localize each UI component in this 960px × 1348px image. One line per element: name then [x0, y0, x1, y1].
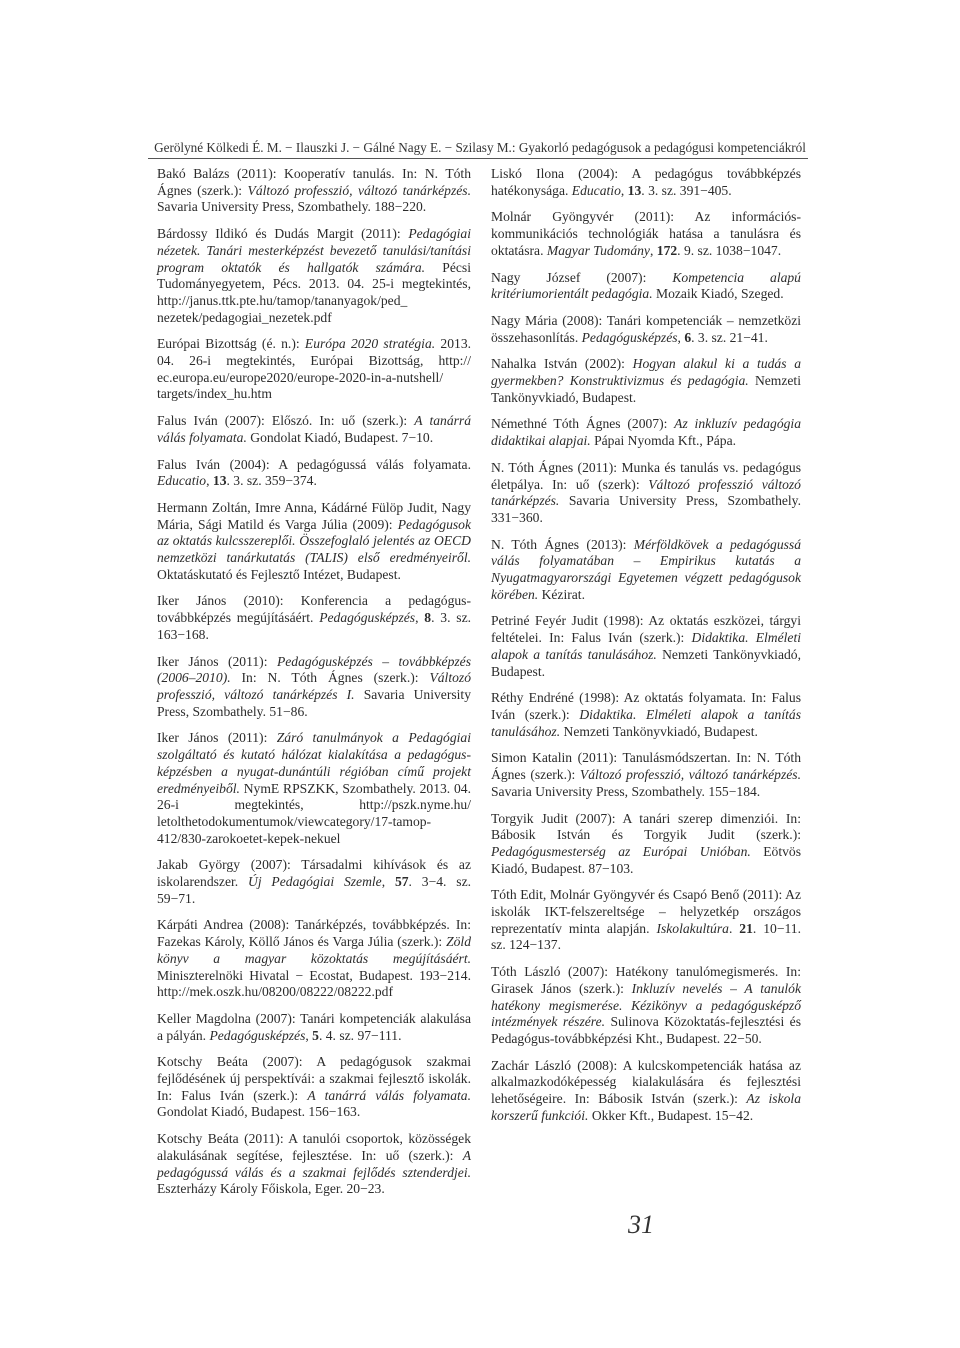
- running-header: Gerölyné Kölkedi É. M. − Ilauszki J. − Gálné Nagy E. − Szilasy M.: Gyakorló pedagógusok a pedagógusi kompetenciákról: [154, 140, 806, 155]
- reference-entry: Simon Katalin (2011): Tanulásmódszertan. In: N. Tóth Ágnes (szerk.): Változó professzió, változó tanárképzés. Savaria University Press, Szombathely. 155−184.: [491, 750, 801, 799]
- reference-entry: Falus Iván (2007): Előszó. In: uő (szerk.): A tanárrá válás folyamata. Gondolat Kiadó, Budapest. 7−10.: [157, 413, 471, 445]
- reference-entry: Réthy Endréné (1998): Az oktatás folyamata. In: Falus Iván (szerk.): Didaktika. Elméleti alapok a tanítás tanulásához. Nemzeti Tankönyvkiadó, Budapest.: [491, 690, 801, 739]
- header-rule: [148, 158, 808, 159]
- reference-entry: Jakab György (2007): Társadalmi kihívások és az iskolarendszer. Új Pedagógiai Szemle, 57. 3−4. sz. 59−71.: [157, 857, 472, 906]
- reference-entry: Nagy Mária (2008): Tanári kompetenciák – nemzetközi összehasonlítás. Pedagógusképzés, 6. 3. sz. 21−41.: [491, 312, 801, 345]
- reference-entry: Zachár László (2008): A kulcskompetenciák hatása az alkalmazkodóképesség kialakulására és fejlesztési lehetőségeire. In: Bábosik István (szerk.): Az iskola korszerű funkciói. Okker Kft., Budapest. 15−42.: [491, 1057, 801, 1123]
- reference-entry: Kotschy Beáta (2007): A pedagógusok szakmai fejlődésének új perspektívái: a szakmai fejlesztő iskolák. In: Falus Iván (szerk.): A tanárrá válás folyamata. Gondolat Kiadó, Budapest. 156−163.: [157, 1054, 471, 1120]
- reference-entry: Petriné Feyér Judit (1998): Az oktatás eszközei, tárgyi feltételei. In: Falus Iván (szerk.): Didaktika. Elméleti alapok a tanítás tanulásához. Nemzeti Tankönyvkiadó, Budapest.: [491, 613, 802, 679]
- reference-entry: Kárpáti Andrea (2008): Tanárképzés, továbbképzés. In: Fazekas Károly, Köllő János és Varga Júlia (szerk.): Zöld könyv a magyar közoktatás megújításáért. Miniszterelnöki Hivatal − Ecostat, Budapest. 193−214. http://mek.oszk.hu/08200/08222/08222.pdf: [157, 917, 471, 1000]
- reference-entry: Nahalka István (2002): Hogyan alakul ki a tudás a gyermekben? Konstruktivizmus és pedagógia. Nemzeti Tankönyvkiadó, Budapest.: [491, 356, 801, 405]
- reference-entry: Némethné Tóth Ágnes (2007): Az inkluzív pedagógia didaktikai alapjai. Pápai Nyomda Kft., Pápa.: [491, 416, 801, 449]
- page-number: 31: [628, 1210, 654, 1239]
- reference-entry: Liskó Ilona (2004): A pedagógus továbbképzés hatékonysága. Educatio, 13. 3. sz. 391−405.: [491, 166, 801, 198]
- reference-entry: N. Tóth Ágnes (2013): Mérföldkövek a pedagógussá válás folyamatában – Empirikus kutatás a Nyugatmagyarországi Egyetemen végzett pedagógusok körében. Kézirat.: [491, 536, 802, 602]
- reference-entry: N. Tóth Ágnes (2011): Munka és tanulás vs. pedagógus életpálya. In: uő (szerk): Változó professzió változó tanárképzés. Savaria University Press, Szombathely. 331−360.: [491, 459, 801, 525]
- reference-entry: Iker János (2011): Pedagógusképzés – továbbképzés (2006–2010). In: N. Tóth Ágnes (szerk.): Változó professzió, változó tanárképzés I. Savaria University Press, Szombathely. 51−86.: [157, 653, 471, 719]
- reference-entry: Molnár Gyöngyvér (2011): Az információs-kommunikációs technológiák hatása a tanulásra és oktatásra. Magyar Tudomány, 172. 9. sz. 1038−1047.: [491, 209, 801, 258]
- reference-entry: Kotschy Beáta (2011): A tanulói csoportok, közösségek alakulásának segítése, fejlesztése. In: uő (szerk.): A pedagógussá válás és a szakmai fejlődés sztenderdjei. Eszterházy Károly Főiskola, Eger. 20−23.: [157, 1131, 471, 1197]
- reference-entry: Hermann Zoltán, Imre Anna, Kádárné Fülöp Judit, Nagy Mária, Sági Matild és Varga Júlia (2009): Pedagógusok az oktatás kulcsszereplői. Összefoglaló jelentés az OECD nemzetközi tanárkutatás (TALIS) első eredményeiről. Oktatáskutató és Fejlesztő Intézet, Budapest.: [157, 499, 471, 582]
- reference-entry: Keller Magdolna (2007): Tanári kompetenciák alakulása a pályán. Pedagógusképzés, 5. 4. sz. 97−111.: [157, 1010, 471, 1043]
- references-left-column: [157, 166, 471, 1208]
- references-right-column: [491, 166, 801, 1134]
- reference-entry: Iker János (2011): Záró tanulmányok a Pedagógiai szolgáltató és kutató hálózat kialakítása a pedagógus-képzésben a nyugat-dunántúli régióban című projekt eredményeiből. NymE RPSZKK, Szombathely. 2013. 04. 26-i megtekintés, http://pszk.nyme.hu/ letolthetodokumentumok/viewcategory/17-tamop-412/830-zarokoetet-kepek-nekuel: [157, 730, 471, 846]
- reference-entry: Bakó Balázs (2011): Kooperatív tanulás. In: N. Tóth Ágnes (szerk.): Változó professzió, változó tanárképzés. Savaria University Press, Szombathely. 188−220.: [157, 166, 471, 215]
- reference-entry: Torgyik Judit (2007): A tanári szerep dimenziói. In: Bábosik István és Torgyik Judit (szerk.): Pedagógusmesterség az Európai Unióban. Eötvös Kiadó, Budapest. 87−103.: [491, 810, 801, 876]
- reference-entry: Iker János (2010): Konferencia a pedagógus-továbbképzés megújításáért. Pedagógusképzés, 8. 3. sz. 163−168.: [157, 593, 472, 642]
- reference-entry: Bárdossy Ildikó és Dudás Margit (2011): Pedagógiai nézetek. Tanári mesterképzést bevezető tanulási/tanítási program oktatók és hallgatók számára. Pécsi Tudományegyetem, Pécs. 2013. 04. 25-i megtekintés, http://janus.ttk.pte.hu/tamop/tananyagok/ped_ nezetek/pedagogiai_nezetek.pdf: [157, 226, 471, 325]
- reference-entry: Nagy József (2007): Kompetencia alapú kritériumorientált pedagógia. Mozaik Kiadó, Szeged.: [491, 269, 801, 302]
- reference-entry: Tóth Edit, Molnár Gyöngyvér és Csapó Benő (2011): Az iskolák IKT-felszereltsége – helyzetkép országos reprezentatív minta alapján. Iskolakultúra. 21. 10−11. sz. 124−137.: [491, 887, 801, 953]
- reference-entry: Falus Iván (2004): A pedagógussá válás folyamata. Educatio, 13. 3. sz. 359−374.: [157, 456, 471, 489]
- reference-entry: Tóth László (2007): Hatékony tanulómegismerés. In: Girasek János (szerk.): Inkluzív nevelés – A tanulók hatékony megismerése. Kézikönyv a pedagógusképző intézmények részére. Sulinova Közoktatás-fejlesztési és Pedagógus-továbbképzési Kht., Budapest. 22−50.: [491, 964, 801, 1046]
- reference-entry: Európai Bizottság (é. n.): Európa 2020 stratégia. 2013. 04. 26-i megtekintés, Európai Bizottság, http:// ec.europa.eu/europe2020/europe-2020-in-a-nutshell/ targets/index_hu.htm: [157, 336, 472, 402]
